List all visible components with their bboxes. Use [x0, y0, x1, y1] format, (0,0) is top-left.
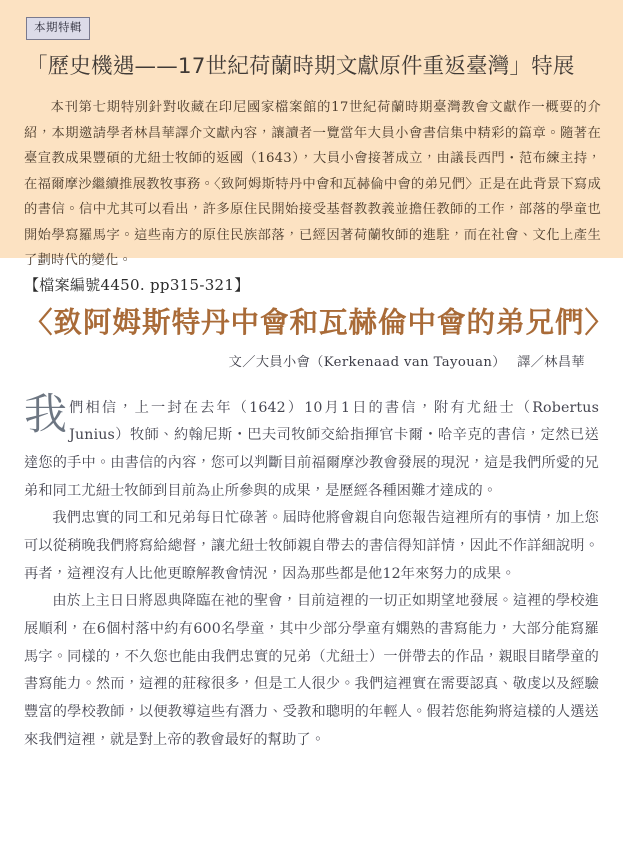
feature-intro-paragraph: 本刊第七期特別針對收藏在印尼國家檔案館的17世紀荷蘭時期臺灣教會文獻作一概要的介紹，本期邀請學者林昌華譯介文獻內容，讓讀者一覽當年大員小會書信集中精彩的篇章。隨著在臺宣教成果豐碩的尤紐士牧師的返國（1643），大員小會接著成立，由議長西門・范布練主持，在福爾摩沙繼續推展教牧事務。〈致阿姆斯特丹中會和瓦赫倫中會的弟兄們〉正是在此背景下寫成的書信。信中尤其可以看出，許多原住民開始接受基督教教義並擔任教師的工作，部落的學童也開始學寫羅馬字。這些南方的原住民族部落，已經因著荷蘭牧師的進駐，而在社會、文化上產生了劃時代的變化。	[24, 100, 601, 269]
body-paragraph-3: 由於上主日日將恩典降臨在祂的聖會，目前這裡的一切正如期望地發展。這裡的學校進展順利，在6個村落中約有600名學童，其中少部分學童有嫻熟的書寫能力，大部分能寫羅馬字。同樣的，不久您也能由我們忠實的兄弟（尤紐士）一併帶去的作品，親眼目睹學童的書寫能力。然而，這裡的莊稼很多，但是工人很少。我們這裡實在需要認真、敬虔以及經驗豐富的學校教師，以便教導這些有潛力、受教和聰明的年輕人。假若您能夠將這樣的人選送來我們這裡，就是對上帝的教會最好的幫助了。	[24, 593, 599, 748]
byline-author: 文／大員小會（Kerkenaad van Tayouan）	[228, 355, 506, 371]
feature-title: 「歷史機遇——17世紀荷蘭時期文獻原件重返臺灣」特展	[26, 53, 575, 79]
byline-translator: 譯／林昌華	[517, 355, 585, 371]
feature-panel	[0, 0, 623, 269]
article-container	[0, 276, 623, 755]
body-paragraph-1-text: 們相信，上一封在去年（1642）10月1日的書信，附有尤紐士（Robertus Junius）牧師、約翰尼斯・巴夫司牧師交給指揮官卡爾・哈辛克的書信，定然已送達您的手中。由書信的內容，您可以判斷目前福爾摩沙教會發展的現況，這是我們所愛的兄弟和同工尤紐士牧師到目前為止所參與的成果，是歷經各種困難才達成的。	[24, 399, 599, 499]
body-paragraph-2: 我們忠實的同工和兄弟每日忙碌著。屆時他將會親自向您報告這裡所有的事情，加上您可以從稍晚我們將寫給總督，讓尤紐士牧師親自帶去的書信得知詳情，因此不作詳細說明。再者，這裡沒有人比他更瞭解教會情況，因為那些都是他12年來努力的成果。	[24, 510, 599, 582]
archive-number: 【檔案編號4450. pp315-321】	[24, 276, 250, 294]
drop-cap: 我	[24, 389, 68, 440]
article-body	[24, 389, 599, 755]
body-paragraph-1	[24, 389, 599, 506]
badge-row	[0, 0, 623, 40]
byline-separator	[506, 355, 517, 370]
issue-feature-badge: 本期特輯	[26, 17, 90, 40]
article-title: 〈致阿姆斯特丹中會和瓦赫倫中會的弟兄們〉	[24, 304, 615, 339]
byline	[24, 354, 599, 372]
